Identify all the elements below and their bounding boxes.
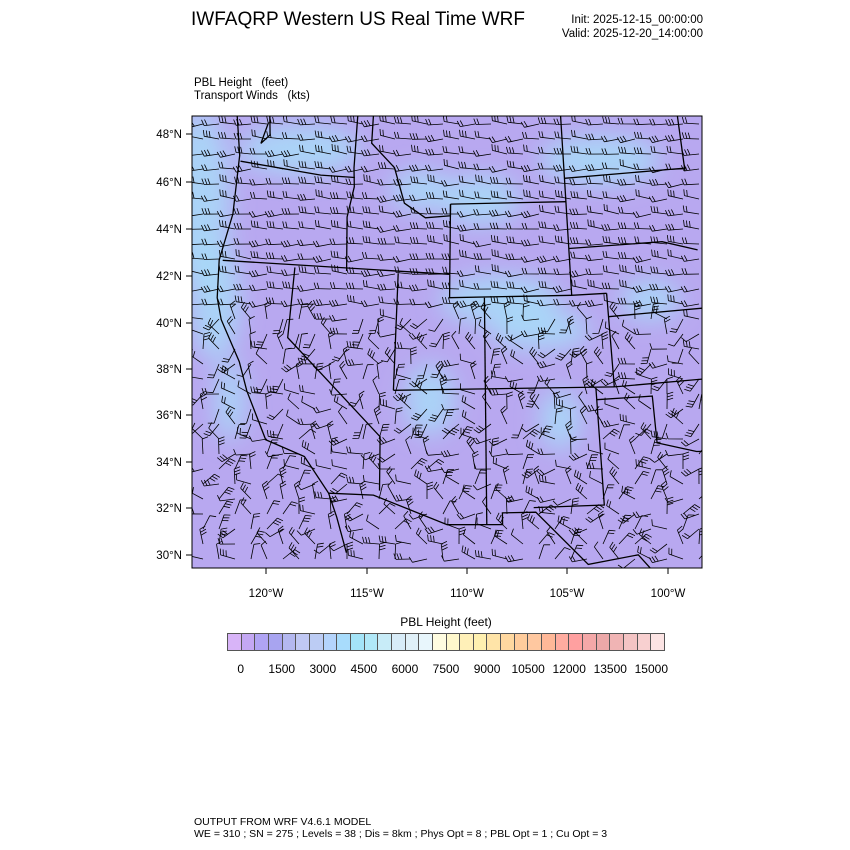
colorbar-swatch [324,634,338,650]
init-time: Init: 2025-12-15_00:00:00 [571,14,703,26]
lat-label: 38°N [156,364,182,376]
colorbar-swatch [296,634,310,650]
colorbar-swatch [378,634,392,650]
colorbar-swatch [228,634,242,650]
colorbar-swatch [610,634,624,650]
plot-title: IWFAQRP Western US Real Time WRF [191,9,525,30]
colorbar-label: 0 [237,662,245,676]
lat-label: 44°N [156,224,182,236]
colorbar-swatch [351,634,365,650]
lon-label: 105°W [549,588,585,600]
colorbar-swatch [406,634,420,650]
lat-label: 36°N [156,410,182,422]
valid-time: Valid: 2025-12-20_14:00:00 [561,28,703,40]
colorbar-label: 13500 [593,662,627,676]
colorbar-swatch [542,634,556,650]
colorbar-swatch [583,634,597,650]
colorbar-swatch [474,634,488,650]
model-info [194,816,607,840]
colorbar-label: 15000 [634,662,668,676]
lat-label: 32°N [156,503,182,515]
colorbar-swatch [569,634,583,650]
colorbar-swatch [255,634,269,650]
lon-label: 100°W [650,588,686,600]
colorbar-title: PBL Height (feet) [400,615,492,629]
colorbar [227,633,665,651]
field-transport-winds: Transport Winds (kts) [194,90,310,102]
lat-label: 42°N [156,271,182,283]
lat-label: 30°N [156,550,182,562]
lon-label: 115°W [350,588,384,600]
lat-label: 34°N [156,457,182,469]
colorbar-label: 6000 [391,662,419,676]
colorbar-label: 12000 [552,662,586,676]
colorbar-swatch [269,634,283,650]
lon-label: 110°W [450,588,484,600]
colorbar-swatch [283,634,297,650]
model-version: OUTPUT FROM WRF V4.6.1 MODEL [194,816,372,828]
colorbar-swatch [651,634,664,650]
colorbar-swatch [515,634,529,650]
colorbar-swatch [310,634,324,650]
colorbar-swatch [528,634,542,650]
colorbar-label: 9000 [473,662,501,676]
field-pbl-height: PBL Height (feet) [194,77,289,89]
lat-label: 46°N [156,177,182,189]
colorbar-swatch [597,634,611,650]
colorbar-label: 7500 [432,662,460,676]
colorbar-swatch [487,634,501,650]
colorbar-swatch [501,634,515,650]
colorbar-swatch [460,634,474,650]
colorbar-swatch [447,634,461,650]
border-line [450,204,451,274]
colorbar-swatch [419,634,433,650]
colorbar-swatch [433,634,447,650]
model-config: WE = 310 ; SN = 275 ; Levels = 38 ; Dis = 8km ; Phys Opt = 8 ; PBL Opt = 1 ; Cu Opt = 3 [194,828,608,840]
colorbar-label: 10500 [511,662,545,676]
colorbar-swatch [337,634,351,650]
colorbar-swatch [638,634,652,650]
colorbar-swatch [624,634,638,650]
colorbar-swatch [392,634,406,650]
lat-label: 40°N [156,318,182,330]
colorbar-label: 1500 [268,662,296,676]
colorbar-swatch [556,634,570,650]
lat-label: 48°N [156,129,182,141]
colorbar-label: 4500 [350,662,378,676]
colorbar-label: 3000 [309,662,337,676]
colorbar-swatch [242,634,256,650]
colorbar-swatch [365,634,379,650]
lon-label: 120°W [248,588,284,600]
